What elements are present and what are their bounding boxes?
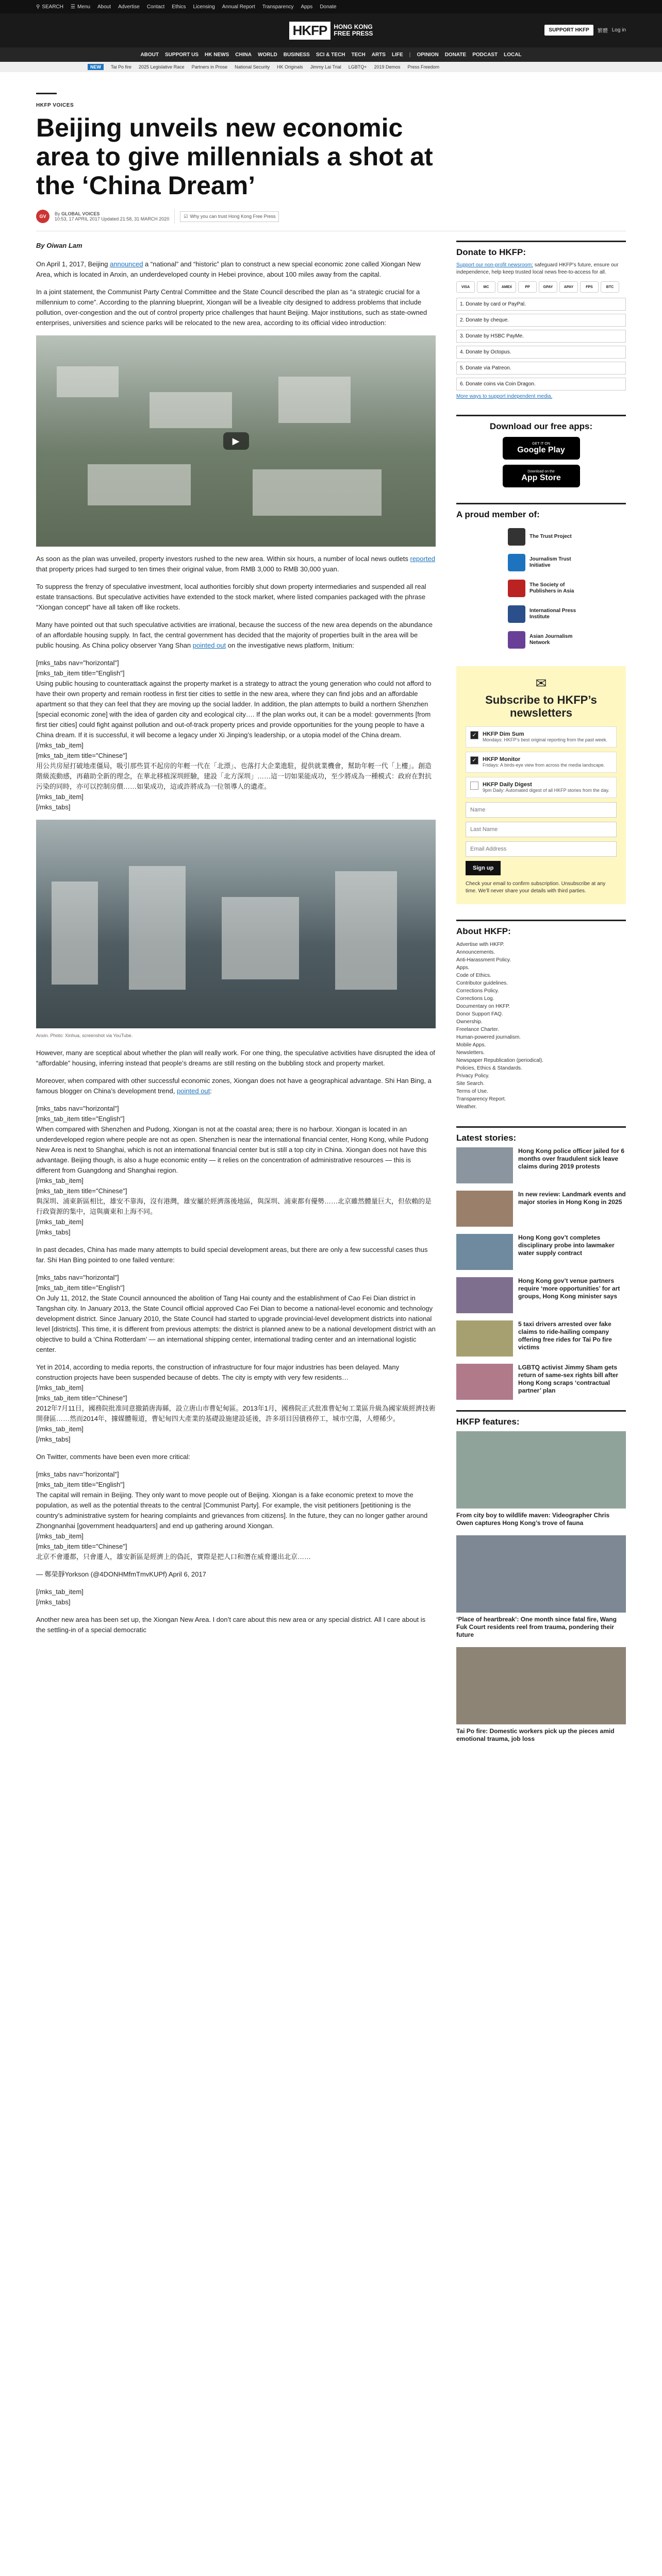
envelope-icon: ✉ bbox=[535, 675, 547, 691]
about-link[interactable]: Newspaper Republication (periodical). bbox=[456, 1058, 543, 1063]
shortcode: [mks_tab_item title="Chinese"] bbox=[36, 1187, 127, 1195]
author-avatar: GV bbox=[36, 210, 49, 223]
search-link[interactable]: ⚲ SEARCH bbox=[36, 4, 64, 10]
site-header bbox=[0, 13, 662, 47]
author-name[interactable]: GLOBAL VOICES bbox=[61, 211, 100, 216]
paragraph: On Twitter, comments have been even more critical: bbox=[36, 1453, 190, 1461]
story-thumbnail bbox=[456, 1364, 513, 1400]
trending-link[interactable]: Tai Po fire bbox=[111, 64, 132, 70]
member-asian-journalism[interactable]: Asian Journalism Network bbox=[508, 631, 626, 649]
logo-line-2: FREE PRESS bbox=[334, 30, 373, 37]
about-link[interactable]: Site Search. bbox=[456, 1081, 485, 1087]
email-input[interactable] bbox=[466, 841, 617, 857]
paragraph: 北京不會遷都，只會遷人，雄安新區是經濟上的偽託，實際是把人口和潛在威脅遷出北京…… bbox=[36, 1553, 311, 1561]
search-icon: ⚲ bbox=[36, 4, 40, 10]
paragraph: On April 1, 2017, Beijing announced a “national” and “historic” plan to construct a new special economic zone called Xiongan New Area, which is located in Anxin, an underdeveloped county in Hebei province, about 100 miles away from the capital. bbox=[36, 260, 421, 278]
bitcoin-icon: BTC bbox=[601, 281, 619, 293]
apps-box bbox=[456, 415, 626, 487]
pointed-out-link[interactable]: pointed out bbox=[192, 641, 226, 649]
story-item[interactable]: LGBTQ activist Jimmy Sham gets return of same-sex rights bill after Hong Kong scraps ‘contractual partner’ plan bbox=[456, 1364, 626, 1400]
about-link[interactable]: Ownership. bbox=[456, 1019, 483, 1025]
about-link[interactable]: Documentary on HKFP. bbox=[456, 1004, 510, 1009]
nav-podcast[interactable]: PODCAST bbox=[472, 52, 498, 58]
about-link[interactable]: Human-powered journalism. bbox=[456, 1035, 521, 1040]
article-title: Beijing unveils new economic area to give millennials a shot at the ‘China Dream’ bbox=[36, 113, 433, 200]
story-thumbnail bbox=[456, 1277, 513, 1313]
trending-link[interactable]: HK Originals bbox=[277, 64, 303, 70]
paragraph: On July 11, 2012, the State Council announced the abolition of Tang Hai county and the establishment of Cao Fei Dian district in Tangshan city. In January 2013, the State Council official approved Cao Fei Dian to become a national-level economic and technology development district. Since January 2010, the State Council had started to upgrade provincial-level development districts into national level [districts]. This time, it is different from previous attempts: the district is planned anew to be a national development district with an objective to build a ‘China Rotterdam’ — an international shipping center, international trading center and an international logistic center. bbox=[36, 1294, 436, 1353]
story-item[interactable]: 5 taxi drivers arrested over fake claims to ride-hailing company offering free rides for Tai Po fire victims bbox=[456, 1320, 626, 1357]
donate-option[interactable]: 1. Donate by card or PayPal. bbox=[456, 298, 626, 311]
nav-tech[interactable]: TECH bbox=[351, 52, 366, 58]
shortcode: [/mks_tab_item] bbox=[36, 1425, 84, 1433]
nav-local[interactable]: LOCAL bbox=[504, 52, 522, 58]
more-ways-link[interactable]: More ways to support independent media. bbox=[456, 394, 553, 399]
paragraph: 用公共房屋打破地產僵局，吸引那些買不起房的年輕一代在「北漂」、也落打大企業進駐，提供就業機會，幫助年輕一代「上樓」。創造階級流動感，再藉助全新的理念，在華北移植深圳經驗，建設「北方深圳」……這一切如果能成功，至少將成為一種模式：政府在對抗污染的同時，亦可以控制房價……如果成功，這或許將成為一位領導人的遺產。 bbox=[36, 762, 432, 790]
video-frame-detail bbox=[57, 366, 119, 397]
top-utility-bar bbox=[0, 0, 662, 13]
nav-hk-news[interactable]: HK NEWS bbox=[205, 52, 229, 58]
shield-icon: ☑ bbox=[184, 213, 188, 219]
fps-icon: FPS bbox=[580, 281, 599, 293]
tweet-attribution: — 鄭榮靜Yorkson (@4DONHMfmTmvKUPf) April 6, 2017 bbox=[36, 1570, 206, 1578]
shortcode: [mks_tabs nav="horizontal"] bbox=[36, 1470, 119, 1478]
about-link[interactable]: Contributor guidelines. bbox=[456, 980, 508, 986]
top-link-donate[interactable]: Donate bbox=[320, 4, 337, 10]
shortcode: [/mks_tab_item] bbox=[36, 1177, 84, 1184]
memberships-heading: A proud member of: bbox=[456, 510, 540, 519]
feature-title[interactable]: Tai Po fire: Domestic workers pick up the pieces amid emotional trauma, job loss bbox=[456, 1727, 615, 1742]
article-image bbox=[36, 820, 436, 1028]
shortcode: [mks_tab_item title="Chinese"] bbox=[36, 752, 127, 759]
top-link-about[interactable]: About bbox=[97, 4, 111, 10]
trust-link[interactable]: ☑ Why you can trust Hong Kong Free Press bbox=[180, 211, 279, 222]
paragraph: As soon as the plan was unveiled, property investors rushed to the new area. Within six hours, a number of local news outlets reported that property prices had surged to ten times their original value, from RMB 3,000 to RMB 30,000 yuan. bbox=[36, 555, 435, 573]
checkbox-checked[interactable]: ✓ bbox=[470, 756, 478, 765]
about-heading: About HKFP: bbox=[456, 926, 511, 936]
shortcode: [/mks_tabs] bbox=[36, 1228, 71, 1236]
video-embed[interactable] bbox=[36, 335, 436, 547]
paragraph: In a joint statement, the Communist Party Central Committee and the State Council described the plan as “a strategic crucial for a millennium to come”. According to the planning blueprint, Xiongan will be a liveable city designed to address problems that include pollution, over-congestion and the out of control property price challenges that haunt Beijing. Major institutions, such as state-owned enterprises, universities and science parks will be relocated to the new area, according to its official video introduction: bbox=[36, 288, 427, 327]
donate-heading: Donate to HKFP: bbox=[456, 247, 526, 257]
newsletter-option-monitor[interactable]: ✓ HKFP Monitor Fridays: A birds-eye view from across the media landscape. bbox=[466, 752, 617, 773]
network-logo bbox=[508, 631, 525, 649]
about-link[interactable]: Terms of Use. bbox=[456, 1089, 488, 1094]
photo-detail bbox=[129, 866, 186, 990]
shortcode: [/mks_tab_item] bbox=[36, 1384, 84, 1392]
trending-link[interactable]: LGBTQ+ bbox=[348, 64, 367, 70]
story-thumbnail bbox=[456, 1147, 513, 1183]
top-link-licensing[interactable]: Licensing bbox=[193, 4, 215, 10]
meta-divider bbox=[174, 209, 175, 224]
language-switch[interactable]: 繁體 bbox=[597, 28, 608, 34]
top-link-transparency[interactable]: Transparency bbox=[262, 4, 294, 10]
jti-logo bbox=[508, 554, 525, 571]
story-item[interactable]: Hong Kong police officer jailed for 6 months over fraudulent sick leave claims during 2019 protests bbox=[456, 1147, 626, 1183]
trending-link[interactable]: Partners in Prose bbox=[191, 64, 228, 70]
amex-icon: AMEX bbox=[498, 281, 516, 293]
about-link[interactable]: Corrections Log. bbox=[456, 996, 494, 1002]
donate-option[interactable]: 3. Donate by HSBC PayMe. bbox=[456, 330, 626, 343]
donate-option[interactable]: 4. Donate by Octopus. bbox=[456, 346, 626, 359]
login-link[interactable]: Log in bbox=[611, 27, 626, 33]
mastercard-icon: MC bbox=[477, 281, 495, 293]
shortcode: [/mks_tabs] bbox=[36, 1435, 71, 1443]
donate-box bbox=[456, 241, 626, 399]
photo-detail bbox=[52, 882, 98, 985]
name-input[interactable] bbox=[466, 802, 617, 818]
newsletter-box bbox=[456, 666, 626, 904]
about-link[interactable]: Weather. bbox=[456, 1104, 477, 1110]
about-link[interactable]: Advertise with HKFP. bbox=[456, 942, 505, 947]
top-link-ethics[interactable]: Ethics bbox=[172, 4, 186, 10]
nav-world[interactable]: WORLD bbox=[257, 52, 277, 58]
donate-option[interactable]: 6. Donate coins via Coin Dragon. bbox=[456, 378, 626, 391]
trust-project-logo bbox=[508, 528, 525, 546]
about-link[interactable]: Code of Ethics. bbox=[456, 973, 491, 978]
member-jti[interactable]: Journalism Trust Initiative bbox=[508, 554, 626, 571]
latest-stories bbox=[456, 1126, 626, 1400]
paragraph: To suppress the frenzy of speculative investment, local authorities forcibly shut down property intermediaries and suspended all real estate transactions. But speculative activities have extended to the stock market, where listed companies packaged with the phrase “Xiongan concept” have all taken off like rockets. bbox=[36, 583, 426, 611]
features-box bbox=[456, 1410, 626, 1743]
paragraph: Using public housing to counterattack against the property market is a strategy to attract the young generation who could not afford to have their own property and remain rootless in first tier cities to settle in the new area, where they can find jobs and an affordable apartment so that they can feel that they are moving up the social ladder. In addition, the plan attempts to build a northern Shenzhen [special economic zone] with the idea of garden city and ecological city…. If the plan works out, it can be a model: governments [from first tier cities] could fight against pollution and out-of-track property prices and provide opportunities for the young people to have a China dream. If it is successful, it will become a legacy under Xi Jinping’s leadership, or a utopia model of the China dream. bbox=[36, 680, 432, 739]
trending-bar bbox=[0, 62, 662, 72]
nav-divider: | bbox=[409, 52, 411, 58]
content-columns bbox=[0, 241, 662, 1751]
paragraph: Many have pointed out that such speculative activities are irrational, because the success of the new area depends on the abundance of an affordable housing supply. In fact, the central government has decided that the majority of properties built in the area will be public housing. As China policy observer Yang Shan pointed out on the investigative news platform, Initium: bbox=[36, 621, 433, 649]
last-name-input[interactable] bbox=[466, 822, 617, 837]
shortcode: [mks_tab_item title="English"] bbox=[36, 1115, 125, 1123]
feature-image[interactable] bbox=[456, 1431, 626, 1509]
paragraph: Moreover, when compared with other successful economic zones, Xiongan does not have a geographical advantage. Shi Han Bing, a famous blogger on China’s development trend, pointed out: bbox=[36, 1077, 432, 1095]
story-item[interactable]: In new review: Landmark events and major stories in Hong Kong in 2025 bbox=[456, 1191, 626, 1227]
about-link[interactable]: Mobile Apps. bbox=[456, 1042, 486, 1048]
nav-opinion[interactable]: OPINION bbox=[417, 52, 439, 58]
video-frame-detail bbox=[253, 469, 382, 516]
article-category[interactable]: HKFP VOICES bbox=[36, 103, 74, 108]
story-item[interactable]: Hong Kong gov’t completes disciplinary probe into lawmaker water supply contract bbox=[456, 1234, 626, 1270]
article-header bbox=[0, 93, 662, 224]
nav-life[interactable]: LIFE bbox=[391, 52, 403, 58]
shortcode: [mks_tabs nav="horizontal"] bbox=[36, 659, 119, 667]
video-frame-detail bbox=[278, 377, 351, 423]
app-store-button[interactable]: Download on the App Store bbox=[503, 465, 580, 487]
new-badge: NEW bbox=[88, 64, 104, 70]
nav-donate[interactable]: DONATE bbox=[444, 52, 467, 58]
trending-link[interactable]: 2025 Legislative Race bbox=[139, 64, 185, 70]
support-newsroom-link[interactable]: Support our non-profit newsroom: bbox=[456, 262, 533, 268]
menu-link[interactable]: ☰ Menu bbox=[71, 4, 90, 10]
payment-icons bbox=[456, 281, 626, 293]
paragraph: 2012年7月11日，國務院批准同意撤銷唐海縣，設立唐山市曹妃甸區。2013年1月，國務院正式批准曹妃甸工業區升級為國家級經濟技術開發區……然而2014年，據媒體報道，曹妃甸四大產業的基礎設施建設延後，許多項目因債務停工，城市空蕩，人煙稀少。 bbox=[36, 1404, 436, 1422]
article-dates: 10:53, 17 APRIL 2017 Updated 21:58, 31 MARCH 2020 bbox=[55, 216, 170, 222]
signup-button[interactable]: Sign up bbox=[466, 861, 501, 875]
nav-sci-tech[interactable]: SCI & TECH bbox=[316, 52, 345, 58]
author-by: By bbox=[55, 211, 60, 216]
story-thumbnail bbox=[456, 1320, 513, 1357]
about-box bbox=[456, 920, 626, 1111]
donate-text: Support our non-profit newsroom: safeguard HKFP’s future, ensure our independence, help keep trusted local news free-to-access for all. bbox=[456, 262, 619, 275]
member-trust-project[interactable]: The Trust Project bbox=[508, 528, 626, 546]
nav-china[interactable]: CHINA bbox=[235, 52, 252, 58]
feature-title[interactable]: From city boy to wildlife maven: Videographer Chris Owen captures Hong Kong’s trove of fauna bbox=[456, 1512, 610, 1527]
paragraph: Yet in 2014, according to media reports, the construction of infrastructure for four major industries has been delayed. Many construction projects have been suspended because of debts. The city is empty with very few residents… bbox=[36, 1363, 400, 1381]
features-heading: HKFP features: bbox=[456, 1417, 520, 1427]
shortcode: [/mks_tab_item] bbox=[36, 1532, 84, 1540]
sopa-logo bbox=[508, 580, 525, 597]
nav-support-us[interactable]: SUPPORT US bbox=[165, 52, 199, 58]
byline: By Oiwan Lam bbox=[36, 242, 82, 249]
member-sopa[interactable]: The Society of Publishers in Asia bbox=[508, 580, 626, 597]
applepay-icon: APAY bbox=[559, 281, 578, 293]
top-link-contact[interactable]: Contact bbox=[146, 4, 165, 10]
nav-about[interactable]: ABOUT bbox=[140, 52, 159, 58]
shortcode: [/mks_tab_item] bbox=[36, 793, 84, 801]
shortcode: [/mks_tab_item] bbox=[36, 1588, 84, 1596]
about-link[interactable]: Newsletters. bbox=[456, 1050, 485, 1056]
play-icon[interactable]: ▶ bbox=[223, 432, 249, 450]
about-link[interactable]: Policies, Ethics & Standards. bbox=[456, 1065, 522, 1071]
newsletter-note: Check your email to confirm subscription. Unsubscribe at any time. We’ll never share your details with third parties. bbox=[466, 881, 606, 894]
about-link[interactable]: Apps. bbox=[456, 965, 470, 971]
feature-image[interactable] bbox=[456, 1535, 626, 1613]
announced-link[interactable]: announced bbox=[110, 260, 143, 268]
trending-link[interactable]: Jimmy Lai Trial bbox=[310, 64, 341, 70]
memberships-box bbox=[456, 503, 626, 649]
shortcode: [mks_tabs nav="horizontal"] bbox=[36, 1105, 119, 1112]
top-link-apps[interactable]: Apps bbox=[301, 4, 313, 10]
story-thumbnail bbox=[456, 1191, 513, 1227]
shortcode: [mks_tab_item title="English"] bbox=[36, 669, 125, 677]
site-logo[interactable]: HKFP HONG KONG FREE PRESS bbox=[289, 22, 373, 40]
top-link-advertise[interactable]: Advertise bbox=[118, 4, 140, 10]
photo-detail bbox=[335, 871, 397, 990]
shortcode: [mks_tab_item title="English"] bbox=[36, 1481, 125, 1488]
checkbox-unchecked[interactable] bbox=[470, 782, 478, 790]
about-link[interactable]: Donor Support FAQ. bbox=[456, 1011, 503, 1017]
apps-heading: Download our free apps: bbox=[489, 421, 593, 431]
shortcode: [mks_tab_item title="English"] bbox=[36, 1284, 125, 1292]
support-hkfp-button[interactable]: SUPPORT HKFP bbox=[544, 25, 593, 36]
paragraph: The capital will remain in Beijing. They only want to move people out of Beijing. Xiongan is a fake economic pretext to move the population, as well as the potential threats to the central [Communist Party]. For example, the visit petitioners [petitioning is the country’s administrative system for hearing complaints and grievances from citizens]. In the future, they can no longer gather around Zhongnanhai [government headquarters] and end up gathering around Xiongan. bbox=[36, 1491, 428, 1530]
shortcode: [/mks_tab_item] bbox=[36, 1218, 84, 1226]
paragraph: Another new area has been set up, the Xiongan New Area. I don’t care about this new area or any special district. All I care about is the settling-in of a special democratic bbox=[36, 1616, 426, 1634]
story-item[interactable]: Hong Kong gov’t venue partners require ‘more opportunities’ for art groups, Hong Kong minister says bbox=[456, 1277, 626, 1313]
shortcode: [/mks_tabs] bbox=[36, 1598, 71, 1606]
google-play-button[interactable]: GET IT ON Google Play bbox=[503, 437, 580, 460]
pointed-out-link[interactable]: pointed out bbox=[176, 1087, 210, 1095]
logo-line-1: HONG KONG bbox=[334, 23, 373, 30]
about-link[interactable]: Announcements. bbox=[456, 950, 495, 955]
page-main bbox=[0, 72, 662, 1751]
kicker-rule bbox=[36, 93, 57, 94]
visa-icon: VISA bbox=[456, 281, 475, 293]
paragraph: When compared with Shenzhen and Pudong, Xiongan is not at the coastal area; there is no harbour. Xiongan is located in an underdeveloped region where people are not as open. Shenzhen is near the international financial center, Hong Kong, while Pudong New Area is next to Shanghai, which is not an international financial center but is still a top city in China. Xiongan does not have this advantage. Beijing though, is also a huge economic entity — it relies on the concentration of administrative resources — this is different from Guangdong and Shanghai region. bbox=[36, 1125, 429, 1174]
ipi-logo bbox=[508, 605, 525, 623]
newsletter-option-dim-sum[interactable]: ✓ HKFP Dim Sum Mondays: HKFP’s best original reporting from the past week. bbox=[466, 726, 617, 748]
latest-heading: Latest stories: bbox=[456, 1133, 517, 1143]
nav-arts[interactable]: ARTS bbox=[371, 52, 386, 58]
menu-icon: ☰ bbox=[71, 4, 75, 10]
trending-link[interactable]: 2019 Demos bbox=[374, 64, 401, 70]
paragraph: In past decades, China has made many attempts to build special development areas, but there are only a few successful cases thus far. Shi Han Bing pointed to one failed venture: bbox=[36, 1246, 428, 1264]
about-link[interactable]: Privacy Policy. bbox=[456, 1073, 490, 1079]
about-list bbox=[456, 941, 626, 1111]
newsletter-option-daily-digest[interactable]: HKFP Daily Digest 9pm Daily: Automated digest of all HKFP stories from the day. bbox=[466, 777, 617, 798]
video-frame-detail bbox=[150, 392, 232, 428]
sidebar bbox=[456, 241, 626, 1751]
shortcode: [/mks_tabs] bbox=[36, 803, 71, 811]
about-link[interactable]: Corrections Policy. bbox=[456, 988, 499, 994]
about-link[interactable]: Freelance Charter. bbox=[456, 1027, 499, 1032]
donate-option[interactable]: 5. Donate via Patreon. bbox=[456, 362, 626, 375]
feature-title[interactable]: ‘Place of heartbreak’: One month since fatal fire, Wang Fuk Court residents reel from trauma, pondering their future bbox=[456, 1616, 617, 1638]
about-link[interactable]: Anti-Harassment Policy. bbox=[456, 957, 511, 963]
header-actions bbox=[544, 25, 626, 36]
newsletter-heading: Subscribe to HKFP’s newsletters bbox=[485, 693, 597, 719]
paragraph: 與深圳、浦東新區相比，雄安不靠海，沒有港灣，雄安屬於經濟落後地區，與深圳、浦東都有優勢……北京雖然體量巨大，但依賴的是行政資源的集中，這與廣東和上海不同。 bbox=[36, 1197, 432, 1215]
shortcode: [mks_tab_item title="Chinese"] bbox=[36, 1394, 127, 1402]
shortcode: [mks_tabs nav="horizontal"] bbox=[36, 1274, 119, 1281]
shortcode: [mks_tab_item title="Chinese"] bbox=[36, 1543, 127, 1550]
paragraph: However, many are sceptical about whether the plan will really work. For one thing, the speculative activities have disrupted the idea of “affordable” housing, inferring instead that people’s dreams are still resting on the bubbling stock and property market. bbox=[36, 1049, 435, 1067]
video-frame-detail bbox=[88, 464, 191, 505]
story-thumbnail bbox=[456, 1234, 513, 1270]
nav-business[interactable]: BUSINESS bbox=[283, 52, 310, 58]
shortcode: [/mks_tab_item] bbox=[36, 741, 84, 749]
donate-option[interactable]: 2. Donate by cheque. bbox=[456, 314, 626, 327]
trending-link[interactable]: National Security bbox=[235, 64, 270, 70]
member-ipi[interactable]: International Press Institute bbox=[508, 605, 626, 623]
photo-detail bbox=[222, 897, 299, 979]
paypal-icon: PP bbox=[518, 281, 537, 293]
checkbox-checked[interactable]: ✓ bbox=[470, 731, 478, 739]
feature-image[interactable] bbox=[456, 1647, 626, 1724]
reported-link[interactable]: reported bbox=[410, 555, 435, 563]
main-nav bbox=[0, 47, 662, 62]
about-link[interactable]: Transparency Report. bbox=[456, 1096, 506, 1102]
image-caption: Anxin. Photo: Xinhua, screenshot via YouTube. bbox=[36, 1033, 133, 1038]
article-body bbox=[36, 241, 436, 1751]
top-link-annual-report[interactable]: Annual Report bbox=[222, 4, 255, 10]
gpay-icon: GPAY bbox=[539, 281, 557, 293]
article-meta bbox=[36, 209, 626, 224]
trending-link[interactable]: Press Freedom bbox=[407, 64, 440, 70]
